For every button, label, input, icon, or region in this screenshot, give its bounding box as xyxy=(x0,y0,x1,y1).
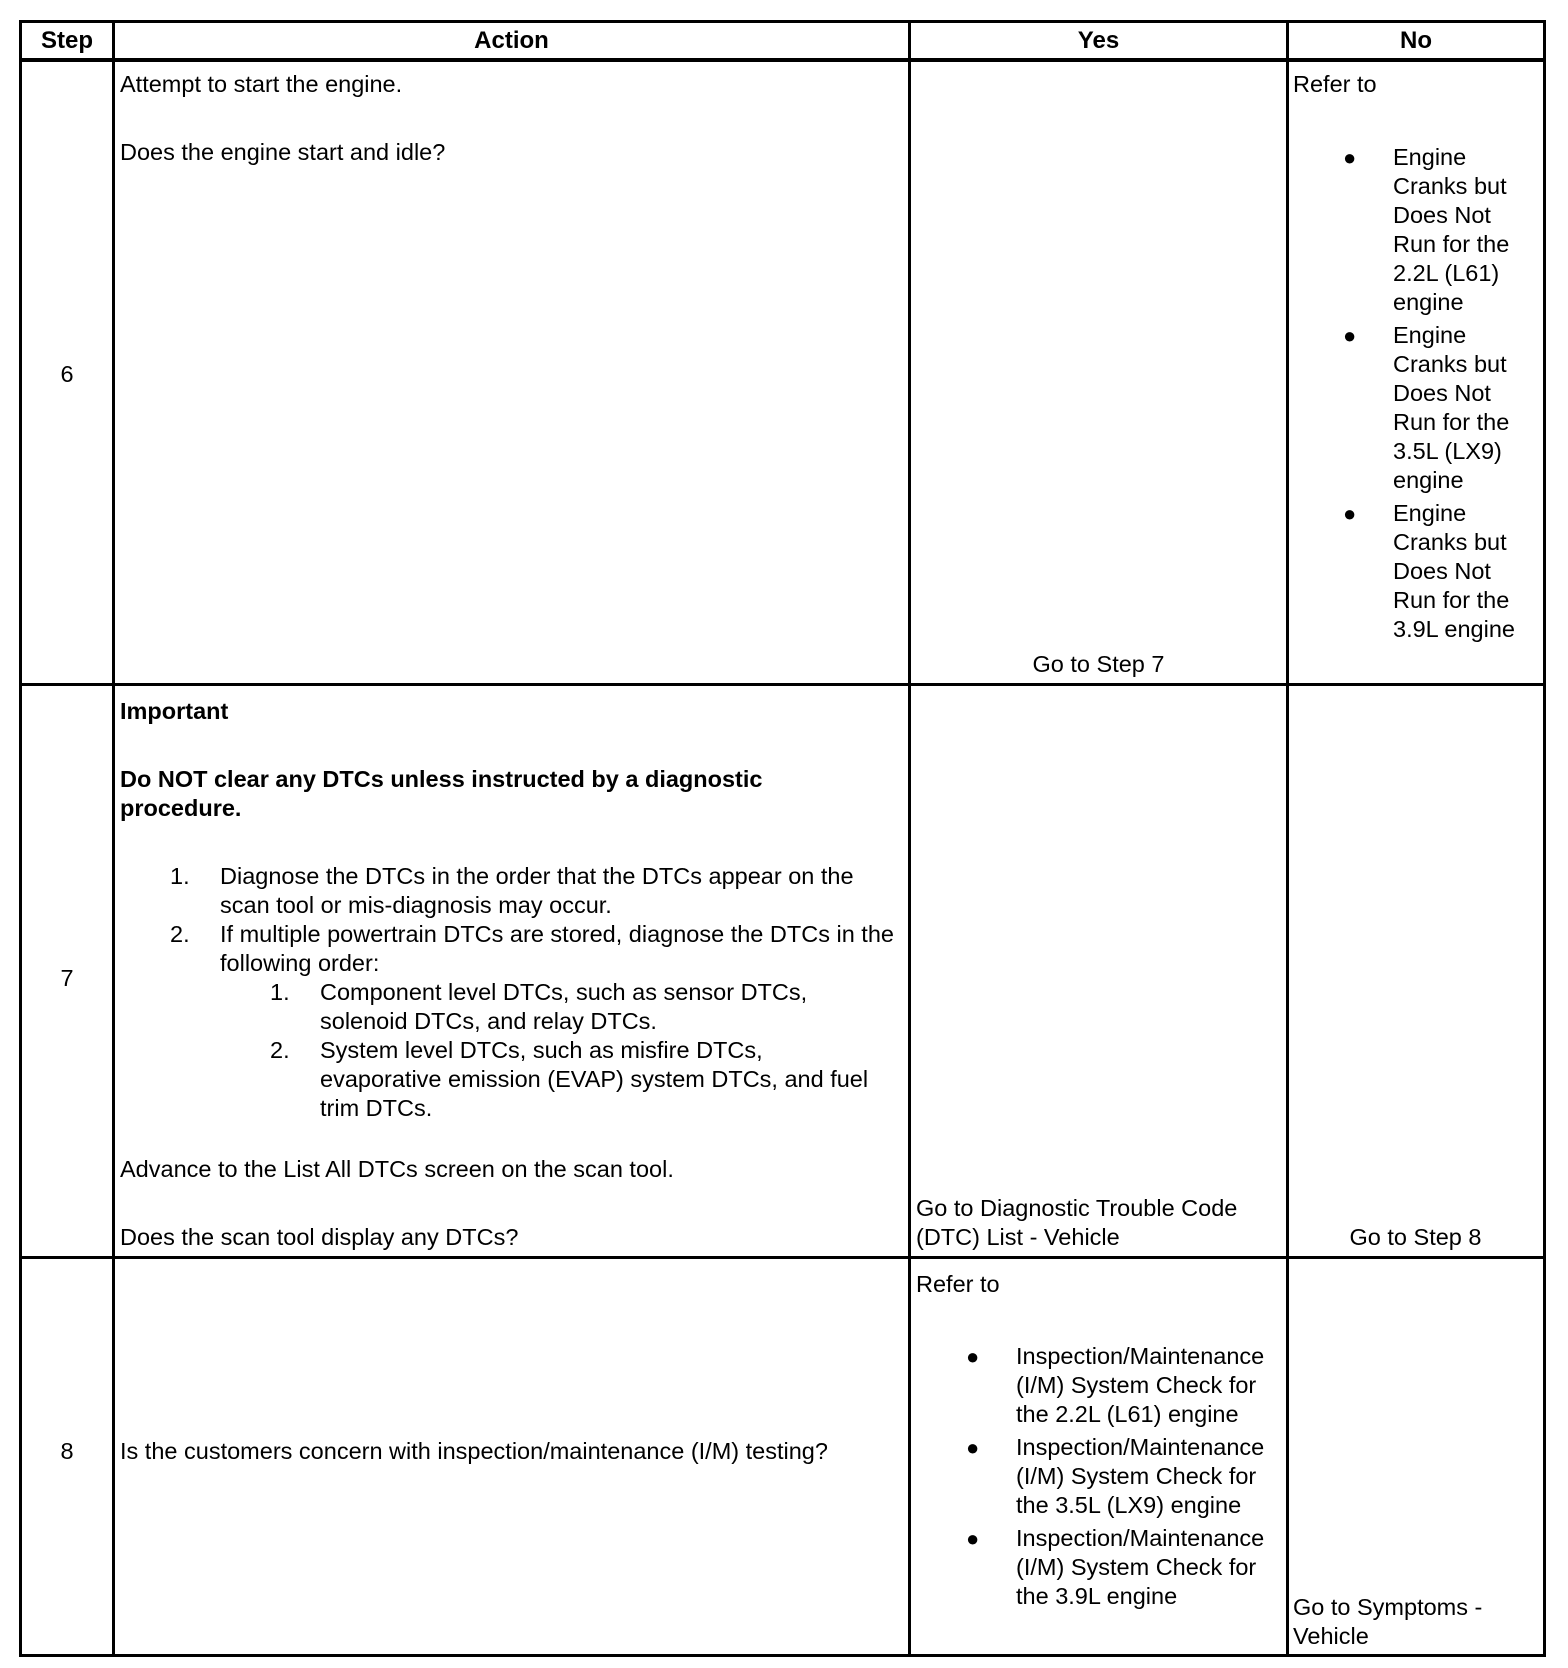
list-item xyxy=(170,862,905,920)
table-border-bottom xyxy=(19,1654,1546,1657)
action-text: Attempt to start the engine. xyxy=(120,71,403,97)
list-item xyxy=(966,1433,1286,1520)
column-divider xyxy=(112,20,115,1657)
bullet-icon: ● xyxy=(966,1526,980,1551)
row-divider xyxy=(19,683,1546,686)
header-no: No xyxy=(1400,27,1432,54)
bullet-icon: ● xyxy=(1343,323,1357,348)
list-item-text: Component level DTCs, such as sensor DTCs, solenoid DTCs, and relay DTCs. xyxy=(320,979,808,1034)
no-refer-list xyxy=(1343,143,1538,644)
header-step: Step xyxy=(40,27,93,54)
yes-result: Go to Diagnostic Trouble Code (DTC) List - Vehicle xyxy=(916,1195,1238,1250)
list-item xyxy=(170,920,905,978)
row-divider xyxy=(19,1256,1546,1259)
no-result: Go to Symptoms - Vehicle xyxy=(1293,1594,1483,1649)
list-item xyxy=(1343,143,1538,317)
step-number: 7 xyxy=(60,965,74,991)
yes-result: Go to Step 7 xyxy=(1032,651,1165,677)
list-item-text: Engine Cranks but Does Not Run for the 3.9L engine xyxy=(1393,500,1515,642)
header-action: Action xyxy=(474,27,549,54)
column-divider xyxy=(1286,20,1289,1657)
list-item-text: If multiple powertrain DTCs are stored, diagnose the DTCs in the following order: xyxy=(220,921,894,976)
list-item xyxy=(1343,499,1538,644)
list-item-number: 2. xyxy=(270,1037,290,1063)
no-result: Go to Step 8 xyxy=(1349,1224,1482,1250)
bullet-icon: ● xyxy=(1343,501,1357,526)
action-question: Does the scan tool display any DTCs? xyxy=(120,1224,519,1250)
column-divider xyxy=(908,20,911,1657)
list-item xyxy=(1343,321,1538,495)
bullet-icon: ● xyxy=(966,1344,980,1369)
action-question: Is the customers concern with inspection/maintenance (I/M) testing? xyxy=(120,1438,828,1464)
list-item-text: Diagnose the DTCs in the order that the DTCs appear on the scan tool or mis-diagnosis may occur. xyxy=(220,863,854,918)
action-steps-list xyxy=(170,862,905,978)
list-item-number: 1. xyxy=(270,979,290,1005)
yes-refer-intro: Refer to xyxy=(916,1271,1000,1297)
list-item-text: Engine Cranks but Does Not Run for the 2.2L (L61) engine xyxy=(1393,144,1510,315)
yes-refer-list xyxy=(966,1342,1286,1611)
list-item-text: Inspection/Maintenance (I/M) System Check for the 2.2L (L61) engine xyxy=(1016,1343,1265,1427)
action-question: Does the engine start and idle? xyxy=(120,139,446,165)
list-item-number: 2. xyxy=(170,921,190,947)
no-refer-intro: Refer to xyxy=(1293,71,1377,97)
step-number: 6 xyxy=(60,361,74,387)
list-item-text: Engine Cranks but Does Not Run for the 3.5L (LX9) engine xyxy=(1393,322,1510,493)
list-item xyxy=(966,1342,1286,1429)
list-item-text: System level DTCs, such as misfire DTCs, evaporative emission (EVAP) system DTCs, and fuel trim DTCs. xyxy=(320,1037,869,1121)
table-border-left xyxy=(19,20,22,1657)
bullet-icon: ● xyxy=(966,1435,980,1460)
list-item xyxy=(270,978,880,1036)
important-warning: Do NOT clear any DTCs unless instructed by a diagnostic procedure. xyxy=(120,766,763,821)
header-yes: Yes xyxy=(1077,27,1120,54)
list-item-text: Inspection/Maintenance (I/M) System Check for the 3.5L (LX9) engine xyxy=(1016,1434,1265,1518)
action-text: Advance to the List All DTCs screen on the scan tool. xyxy=(120,1156,674,1182)
list-item xyxy=(966,1524,1286,1611)
list-item-number: 1. xyxy=(170,863,190,889)
step-number: 8 xyxy=(60,1438,74,1464)
action-substeps-list xyxy=(270,978,880,1123)
table-border-right xyxy=(1543,20,1546,1657)
list-item-text: Inspection/Maintenance (I/M) System Check for the 3.9L engine xyxy=(1016,1525,1265,1609)
bullet-icon: ● xyxy=(1343,145,1357,170)
important-label: Important xyxy=(120,698,229,724)
list-item xyxy=(270,1036,880,1123)
